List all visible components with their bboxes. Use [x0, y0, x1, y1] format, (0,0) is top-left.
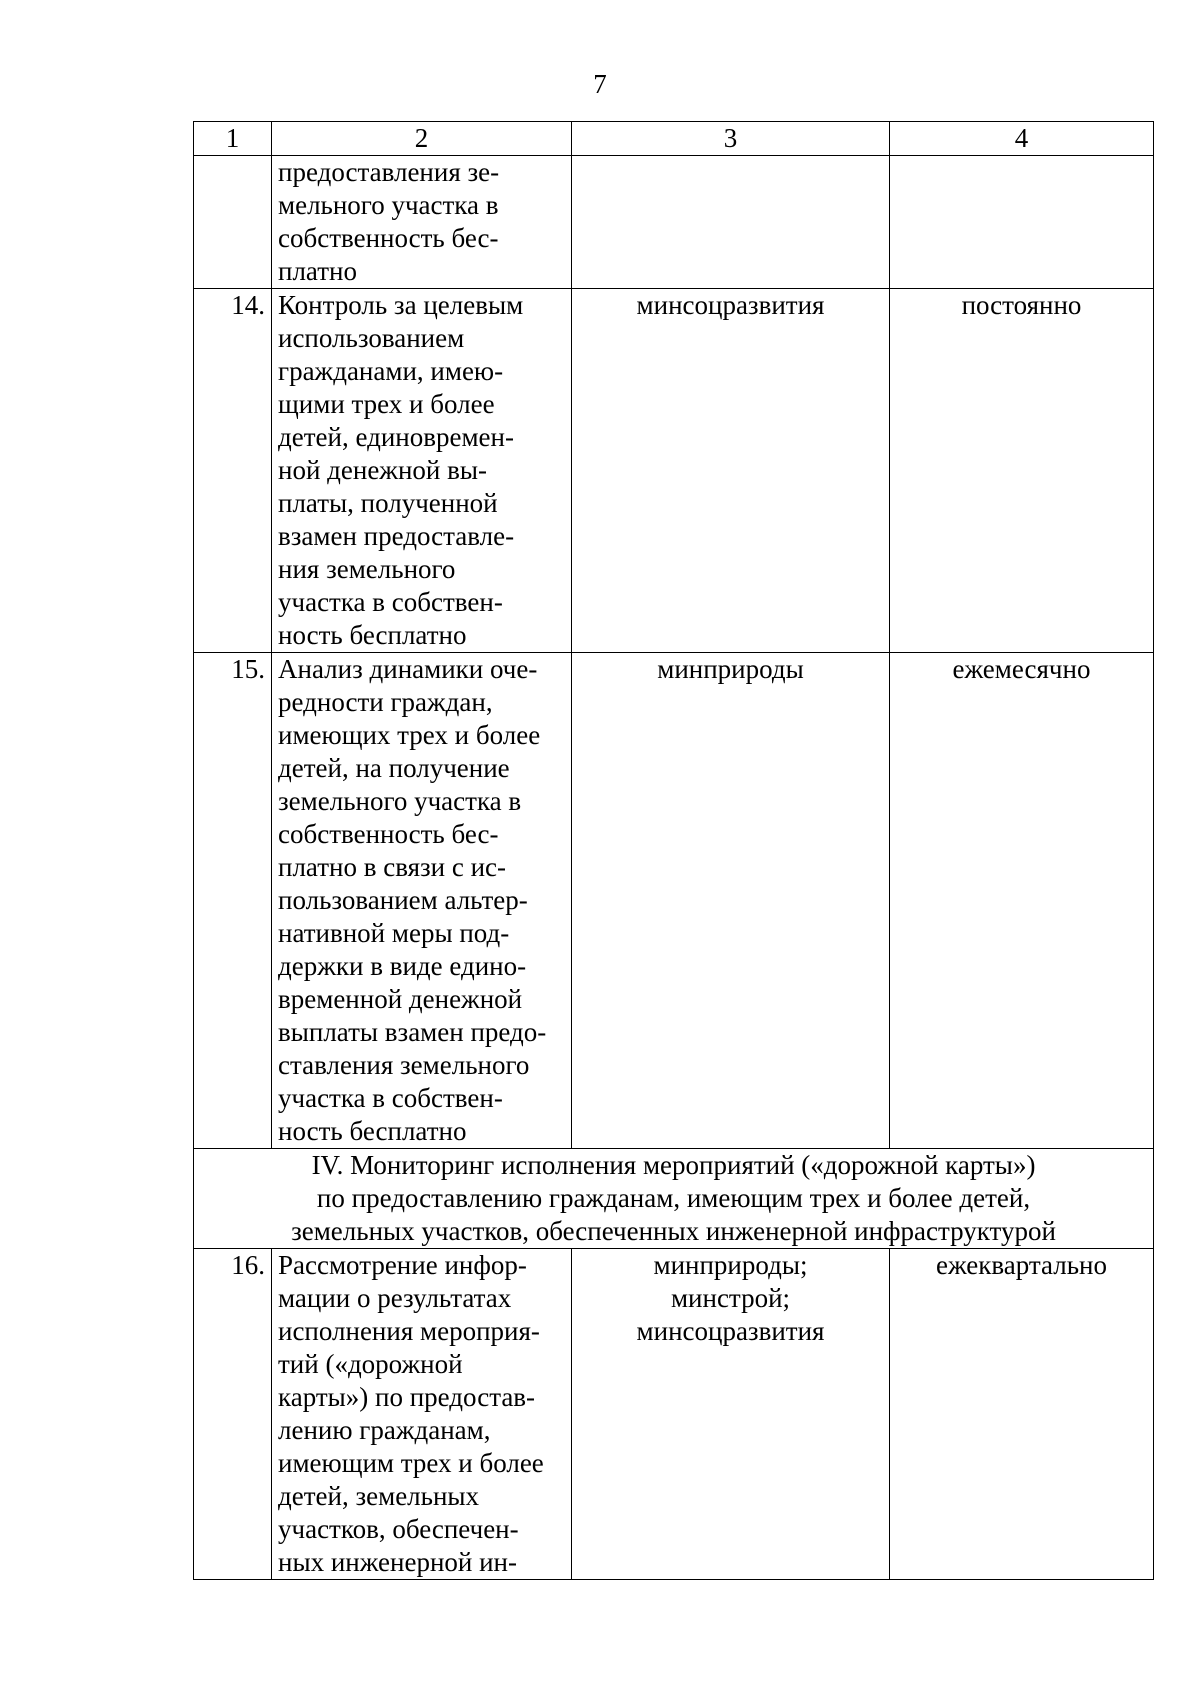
description-line: гражданами, имею- — [278, 356, 504, 386]
description-line: участков, обеспечен- — [278, 1514, 519, 1544]
description-line: земельного участка в — [278, 786, 522, 816]
description-line: детей, единовремен- — [278, 422, 514, 452]
table-row — [194, 653, 1154, 1149]
table-row — [194, 156, 1154, 289]
description-line: Контроль за целевым — [278, 290, 524, 320]
row-number: 15. — [194, 653, 272, 1149]
executor-line: минприроды; — [653, 1250, 808, 1280]
header-col-3: 3 — [572, 122, 890, 156]
description-line: имеющим трех и более — [278, 1448, 544, 1478]
description-line: собственность бес- — [278, 819, 499, 849]
section-heading-line: IV. Мониторинг исполнения мероприятий («дорожной карты») — [311, 1150, 1036, 1180]
description-line: Рассмотрение инфор- — [278, 1250, 527, 1280]
description-line: платно в связи с ис- — [278, 852, 507, 882]
description-line: нативной меры под- — [278, 918, 510, 948]
description-line: редности граждан, — [278, 687, 493, 717]
row-description — [272, 653, 572, 1149]
description-line: платно — [278, 256, 357, 286]
description-line: карты») по предостав- — [278, 1382, 536, 1412]
page-number: 7 — [593, 69, 607, 99]
header-row — [194, 122, 1154, 156]
table-row — [194, 1249, 1154, 1580]
section-heading-row — [194, 1149, 1154, 1249]
row-number: 16. — [194, 1249, 272, 1580]
description-line: тий («дорожной — [278, 1349, 463, 1379]
description-line: Анализ динамики оче- — [278, 654, 538, 684]
row-term: ежемесячно — [890, 653, 1154, 1149]
description-line: платы, полученной — [278, 488, 498, 518]
row-executor — [572, 156, 890, 289]
row-description — [272, 289, 572, 653]
description-line: взамен предоставле- — [278, 521, 515, 551]
description-line: временной денежной — [278, 984, 523, 1014]
description-line: участка в собствен- — [278, 587, 503, 617]
description-line: ность бесплатно — [278, 1116, 467, 1146]
description-line: ния земельного — [278, 554, 456, 584]
row-number: 14. — [194, 289, 272, 653]
description-line: мельного участка в — [278, 190, 499, 220]
row-term — [890, 156, 1154, 289]
description-line: мации о результатах — [278, 1283, 512, 1313]
description-line: ность бесплатно — [278, 620, 467, 650]
row-description — [272, 1249, 572, 1580]
description-line: пользованием альтер- — [278, 885, 528, 915]
description-line: выплаты взамен предо- — [278, 1017, 547, 1047]
description-line: ставления земельного — [278, 1050, 530, 1080]
executor-line: минсоцразвития — [636, 1316, 825, 1346]
row-executor: минприроды — [572, 653, 890, 1149]
description-line: исполнения мероприя- — [278, 1316, 540, 1346]
description-line: детей, земельных — [278, 1481, 480, 1511]
description-line: предоставления зе- — [278, 157, 500, 187]
description-line: детей, на получение — [278, 753, 510, 783]
executor-line: минстрой; — [670, 1283, 791, 1313]
description-line: щими трех и более — [278, 389, 495, 419]
header-col-1: 1 — [194, 122, 272, 156]
header-col-2: 2 — [272, 122, 572, 156]
section-heading-line: по предоставлению гражданам, имеющим трех и более детей, — [316, 1183, 1031, 1213]
row-term: ежеквартально — [890, 1249, 1154, 1580]
measures-table — [193, 121, 1154, 1580]
description-line: участка в собствен- — [278, 1083, 503, 1113]
table-row — [194, 289, 1154, 653]
description-line: собственность бес- — [278, 223, 499, 253]
description-line: имеющих трех и более — [278, 720, 541, 750]
description-line: ной денежной вы- — [278, 455, 487, 485]
section-heading — [194, 1149, 1154, 1249]
row-description — [272, 156, 572, 289]
description-line: ных инженерной ин- — [278, 1547, 517, 1577]
row-term: постоянно — [890, 289, 1154, 653]
description-line: лению гражданам, — [278, 1415, 491, 1445]
row-number — [194, 156, 272, 289]
header-col-4: 4 — [890, 122, 1154, 156]
section-heading-line: земельных участков, обеспеченных инженерной инфраструктурой — [291, 1216, 1056, 1246]
row-executor — [572, 1249, 890, 1580]
row-executor: минсоцразвития — [572, 289, 890, 653]
description-line: использованием — [278, 323, 465, 353]
description-line: держки в виде едино- — [278, 951, 527, 981]
